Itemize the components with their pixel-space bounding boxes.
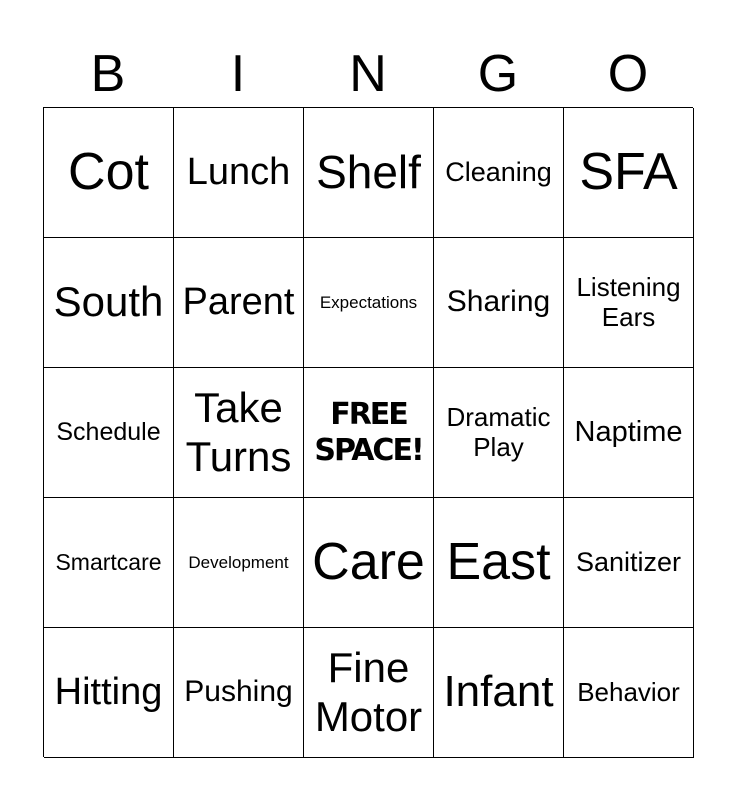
header-letter-b: B (90, 45, 126, 103)
bingo-cell[interactable] (434, 108, 564, 238)
bingo-cell-label: South (53, 278, 164, 326)
bingo-cell[interactable] (174, 628, 304, 758)
header-letter-g: G (477, 45, 519, 103)
bingo-cell-label: Sanitizer (575, 546, 682, 577)
bingo-cell[interactable] (434, 498, 564, 628)
bingo-cell[interactable] (434, 628, 564, 758)
header-letter-o: O (607, 45, 649, 103)
bingo-cell[interactable] (564, 108, 694, 238)
bingo-cell[interactable] (434, 238, 564, 368)
bingo-cell-label: Take Turns (185, 384, 292, 480)
bingo-cell[interactable] (434, 368, 564, 498)
bingo-cell[interactable] (174, 498, 304, 628)
bingo-cell-label: Infant (443, 667, 554, 717)
bingo-cell[interactable] (44, 368, 174, 498)
bingo-cell[interactable] (304, 628, 434, 758)
bingo-cell[interactable] (44, 108, 174, 238)
bingo-cell-label: Pushing (184, 675, 293, 709)
bingo-cell-label: Listening Ears (576, 271, 681, 332)
bingo-cell-label: East (446, 532, 551, 591)
bingo-cell-label: Behavior (577, 676, 680, 707)
bingo-cell-label: Sharing (446, 285, 551, 319)
bingo-cell[interactable] (174, 368, 304, 498)
bingo-card-grid (43, 107, 693, 757)
bingo-cell[interactable] (564, 368, 694, 498)
header-letter-i: I (230, 45, 246, 103)
header-letter-n: N (349, 45, 387, 103)
bingo-header (43, 40, 693, 108)
bingo-cell[interactable] (304, 498, 434, 628)
bingo-cell-label: Smartcare (55, 549, 162, 576)
bingo-cell-label: Cot (68, 142, 149, 201)
bingo-cell-label: Cleaning (445, 156, 552, 187)
bingo-cell[interactable] (44, 238, 174, 368)
bingo-cell[interactable] (304, 108, 434, 238)
bingo-cell-label: Shelf (316, 146, 421, 199)
bingo-cell-label: Development (188, 552, 289, 572)
free-space-cell[interactable] (304, 368, 434, 498)
bingo-cell-label: Hitting (54, 670, 163, 713)
free-space-label: FREE SPACE! (314, 396, 423, 468)
bingo-cell-label: Naptime (574, 415, 683, 448)
bingo-cell[interactable] (174, 238, 304, 368)
bingo-cell[interactable] (564, 238, 694, 368)
bingo-cell-label: Care (312, 532, 425, 591)
bingo-cell-label: Fine Motor (314, 644, 423, 740)
bingo-cell[interactable] (564, 628, 694, 758)
bingo-cell-label: Expectations (319, 292, 418, 312)
bingo-cell[interactable] (564, 498, 694, 628)
bingo-cell[interactable] (44, 628, 174, 758)
bingo-cell[interactable] (44, 498, 174, 628)
bingo-cell-label: Schedule (56, 418, 161, 447)
bingo-cell-label: Dramatic Play (446, 401, 551, 462)
bingo-cell-label: SFA (579, 142, 678, 201)
bingo-cell[interactable] (174, 108, 304, 238)
bingo-cell[interactable] (304, 238, 434, 368)
bingo-cell-label: Parent (182, 280, 295, 323)
bingo-cell-label: Lunch (186, 150, 291, 193)
